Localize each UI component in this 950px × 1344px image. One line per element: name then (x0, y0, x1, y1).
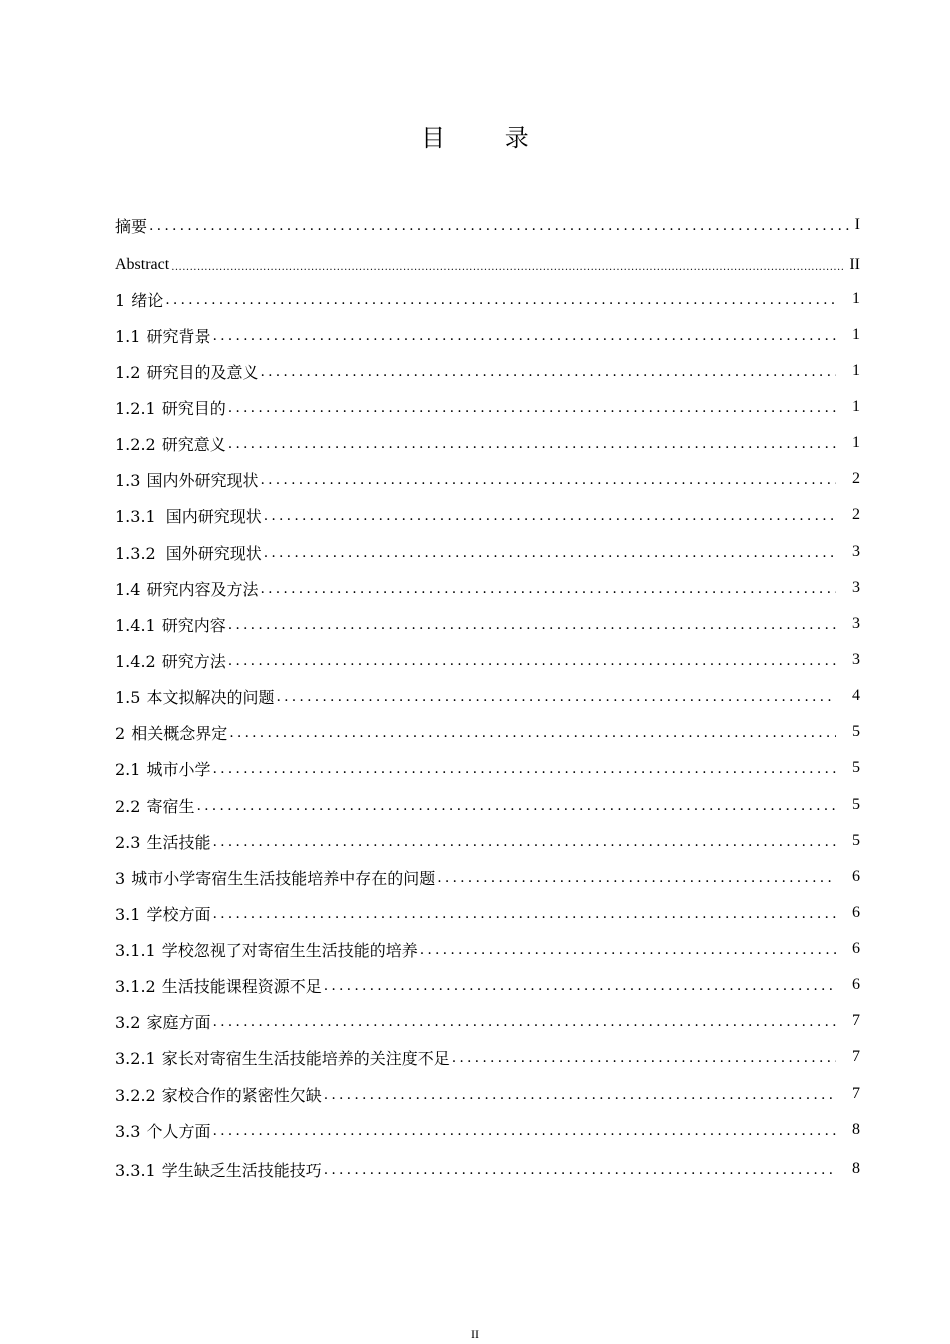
toc-entry-number: 2.2 (115, 796, 141, 816)
toc-entry-label: 学校方面 (146, 904, 211, 924)
toc-entry[interactable] (115, 250, 860, 280)
dot-leader (228, 400, 836, 416)
toc-entry-label: Abstract (115, 256, 170, 273)
toc-entry-label: 生活技能课程资源不足 (161, 976, 322, 996)
toc-entry-number: 1.1 (115, 326, 141, 346)
toc-entry-number: 1.2.2 (115, 434, 156, 454)
dot-leader (260, 364, 836, 380)
toc-entry-label: 生活技能 (146, 832, 211, 852)
dot-leader (196, 798, 836, 814)
toc-page-number: 3 (852, 651, 860, 668)
dot-leader (171, 262, 845, 273)
toc-entry-label: 寄宿生 (146, 796, 195, 816)
toc-page-number: 6 (852, 976, 860, 993)
toc-entry-label: 国内外研究现状 (146, 470, 259, 490)
toc-entry-number: 1.4.1 (115, 615, 156, 635)
toc-entry-number: 3.3.1 (115, 1160, 156, 1180)
dot-leader (228, 653, 836, 669)
toc-entry-number: 1 (115, 290, 126, 310)
toc-page-number: 6 (852, 868, 860, 885)
toc-entry-label: 城市小学寄宿生生活技能培养中存在的问题 (131, 868, 436, 888)
dot-leader (324, 1162, 836, 1178)
toc-entry[interactable] (115, 753, 860, 783)
toc-entry-label: 研究目的及意义 (146, 362, 259, 382)
toc-entry[interactable] (115, 428, 860, 458)
toc-page-number: 5 (852, 759, 860, 776)
toc-page-number: 1 (852, 434, 860, 451)
dot-leader (212, 1123, 836, 1139)
dot-leader (165, 292, 836, 308)
toc-page-number: 8 (852, 1160, 860, 1177)
dot-leader (212, 834, 836, 850)
toc-entry[interactable] (115, 1006, 860, 1036)
toc-entry-label: 学生缺乏生活技能技巧 (161, 1160, 322, 1180)
toc-page-number: 1 (852, 362, 860, 379)
toc-entry-number: 2 (115, 723, 126, 743)
toc-entry[interactable] (115, 392, 860, 422)
toc-page-number: 1 (852, 398, 860, 415)
toc-entry-number: 1.3 (115, 470, 141, 490)
dot-leader (420, 942, 836, 958)
toc-page-number: 5 (852, 832, 860, 849)
dot-leader (324, 1087, 836, 1103)
dot-leader (260, 581, 836, 597)
toc-entry-label: 相关概念界定 (131, 723, 228, 743)
toc-entry-number: 3 (115, 868, 126, 888)
toc-entry-number: 3.2.1 (115, 1048, 156, 1068)
dot-leader (437, 870, 836, 886)
toc-entry-label: 研究内容及方法 (146, 579, 259, 599)
toc-entry[interactable] (115, 934, 860, 964)
toc-entry-label: 摘要 (115, 216, 148, 236)
toc-entry[interactable] (115, 790, 860, 820)
toc-entry-label: 个人方面 (146, 1121, 211, 1141)
toc-entry[interactable] (115, 826, 860, 856)
dot-leader (212, 328, 836, 344)
dot-leader (452, 1050, 836, 1066)
toc-page-number: 2 (852, 470, 860, 487)
toc-entry-label: 研究目的 (161, 398, 226, 418)
toc-page-number: 1 (852, 290, 860, 307)
toc-entry-number: 1.4 (115, 579, 141, 599)
toc-entry-number: 2.3 (115, 832, 141, 852)
dot-leader (276, 689, 836, 705)
toc-page-number: 5 (852, 796, 860, 813)
toc-entry-label: 绪论 (131, 290, 164, 310)
toc-page-number: I (854, 216, 860, 233)
toc-page-number: 3 (852, 579, 860, 596)
toc-page-number: 5 (852, 723, 860, 740)
toc-entry-number: 1.5 (115, 687, 141, 707)
toc-entry-number: 1.2.1 (115, 398, 156, 418)
toc-entry-number: 1.3.2 (115, 543, 156, 563)
dot-leader (212, 906, 836, 922)
toc-entry-number: 2.1 (115, 759, 141, 779)
toc-page-number: 8 (852, 1121, 860, 1138)
toc-entry[interactable] (115, 500, 860, 530)
toc-entry-label: 研究背景 (146, 326, 211, 346)
toc-entry-label: 学校忽视了对寄宿生生活技能的培养 (161, 940, 418, 960)
toc-page-number: II (849, 256, 860, 273)
toc-page-number: 2 (852, 506, 860, 523)
toc-entry-number: 1.3.1 (115, 506, 156, 526)
toc-entry-label: 国外研究现状 (165, 543, 262, 563)
toc-page-number: 7 (852, 1085, 860, 1102)
dot-leader (324, 978, 836, 994)
toc-entry[interactable] (115, 573, 860, 603)
toc-entry-number: 3.1.1 (115, 940, 156, 960)
dot-leader (229, 725, 836, 741)
toc-entry-number: 3.1 (115, 904, 141, 924)
toc-page-number: 7 (852, 1048, 860, 1065)
toc-entry-number: 3.1.2 (115, 976, 156, 996)
toc-page-number: 6 (852, 940, 860, 957)
toc-page-number: 4 (852, 687, 860, 704)
toc-entry[interactable] (115, 464, 860, 494)
toc-entry[interactable] (115, 284, 860, 314)
dot-leader (212, 1014, 836, 1030)
dot-leader (264, 545, 836, 561)
toc-entry[interactable] (115, 210, 860, 240)
toc-page-number: 6 (852, 904, 860, 921)
toc-entry[interactable] (115, 898, 860, 928)
toc-page-number: 1 (852, 326, 860, 343)
toc-entry-label: 家校合作的紧密性欠缺 (161, 1085, 322, 1105)
toc-page-number: 3 (852, 615, 860, 632)
toc-entry[interactable] (115, 1079, 860, 1109)
dot-leader (260, 472, 836, 488)
toc-entry-label: 研究意义 (161, 434, 226, 454)
toc-entry-label: 家长对寄宿生生活技能培养的关注度不足 (161, 1048, 450, 1068)
toc-entry-number: 3.2.2 (115, 1085, 156, 1105)
toc-entry[interactable] (115, 320, 860, 350)
toc-entry[interactable] (115, 1154, 860, 1184)
toc-entry[interactable] (115, 717, 860, 747)
toc-entry-label: 国内研究现状 (165, 506, 262, 526)
toc-page-number: 7 (852, 1012, 860, 1029)
toc-entry[interactable] (115, 862, 860, 892)
dot-leader (149, 218, 851, 234)
toc-entry-label: 城市小学 (146, 759, 211, 779)
toc-entry[interactable] (115, 609, 860, 639)
toc-entry-label: 本文拟解决的问题 (146, 687, 275, 707)
toc-entry-number: 3.3 (115, 1121, 141, 1141)
toc-entry[interactable] (115, 970, 860, 1000)
page-number-footer: II (471, 1327, 479, 1341)
toc-entry-number: 1.2 (115, 362, 141, 382)
dot-leader (264, 508, 836, 524)
toc-entry-label: 研究方法 (161, 651, 226, 671)
toc-entry-label: 家庭方面 (146, 1012, 211, 1032)
dot-leader (228, 617, 836, 633)
dot-leader (212, 761, 836, 777)
toc-entry[interactable] (115, 681, 860, 711)
toc-entry[interactable] (115, 356, 860, 386)
toc-entry-label: 研究内容 (161, 615, 226, 635)
toc-entry[interactable] (115, 645, 860, 675)
toc-entry[interactable] (115, 537, 860, 567)
toc-entry-number: 3.2 (115, 1012, 141, 1032)
toc-entry-number: 1.4.2 (115, 651, 156, 671)
dot-leader (228, 436, 836, 452)
toc-entry[interactable] (115, 1042, 860, 1072)
page-title: 目 录 (421, 124, 555, 152)
toc-page-number: 3 (852, 543, 860, 560)
toc-entry[interactable] (115, 1115, 860, 1145)
